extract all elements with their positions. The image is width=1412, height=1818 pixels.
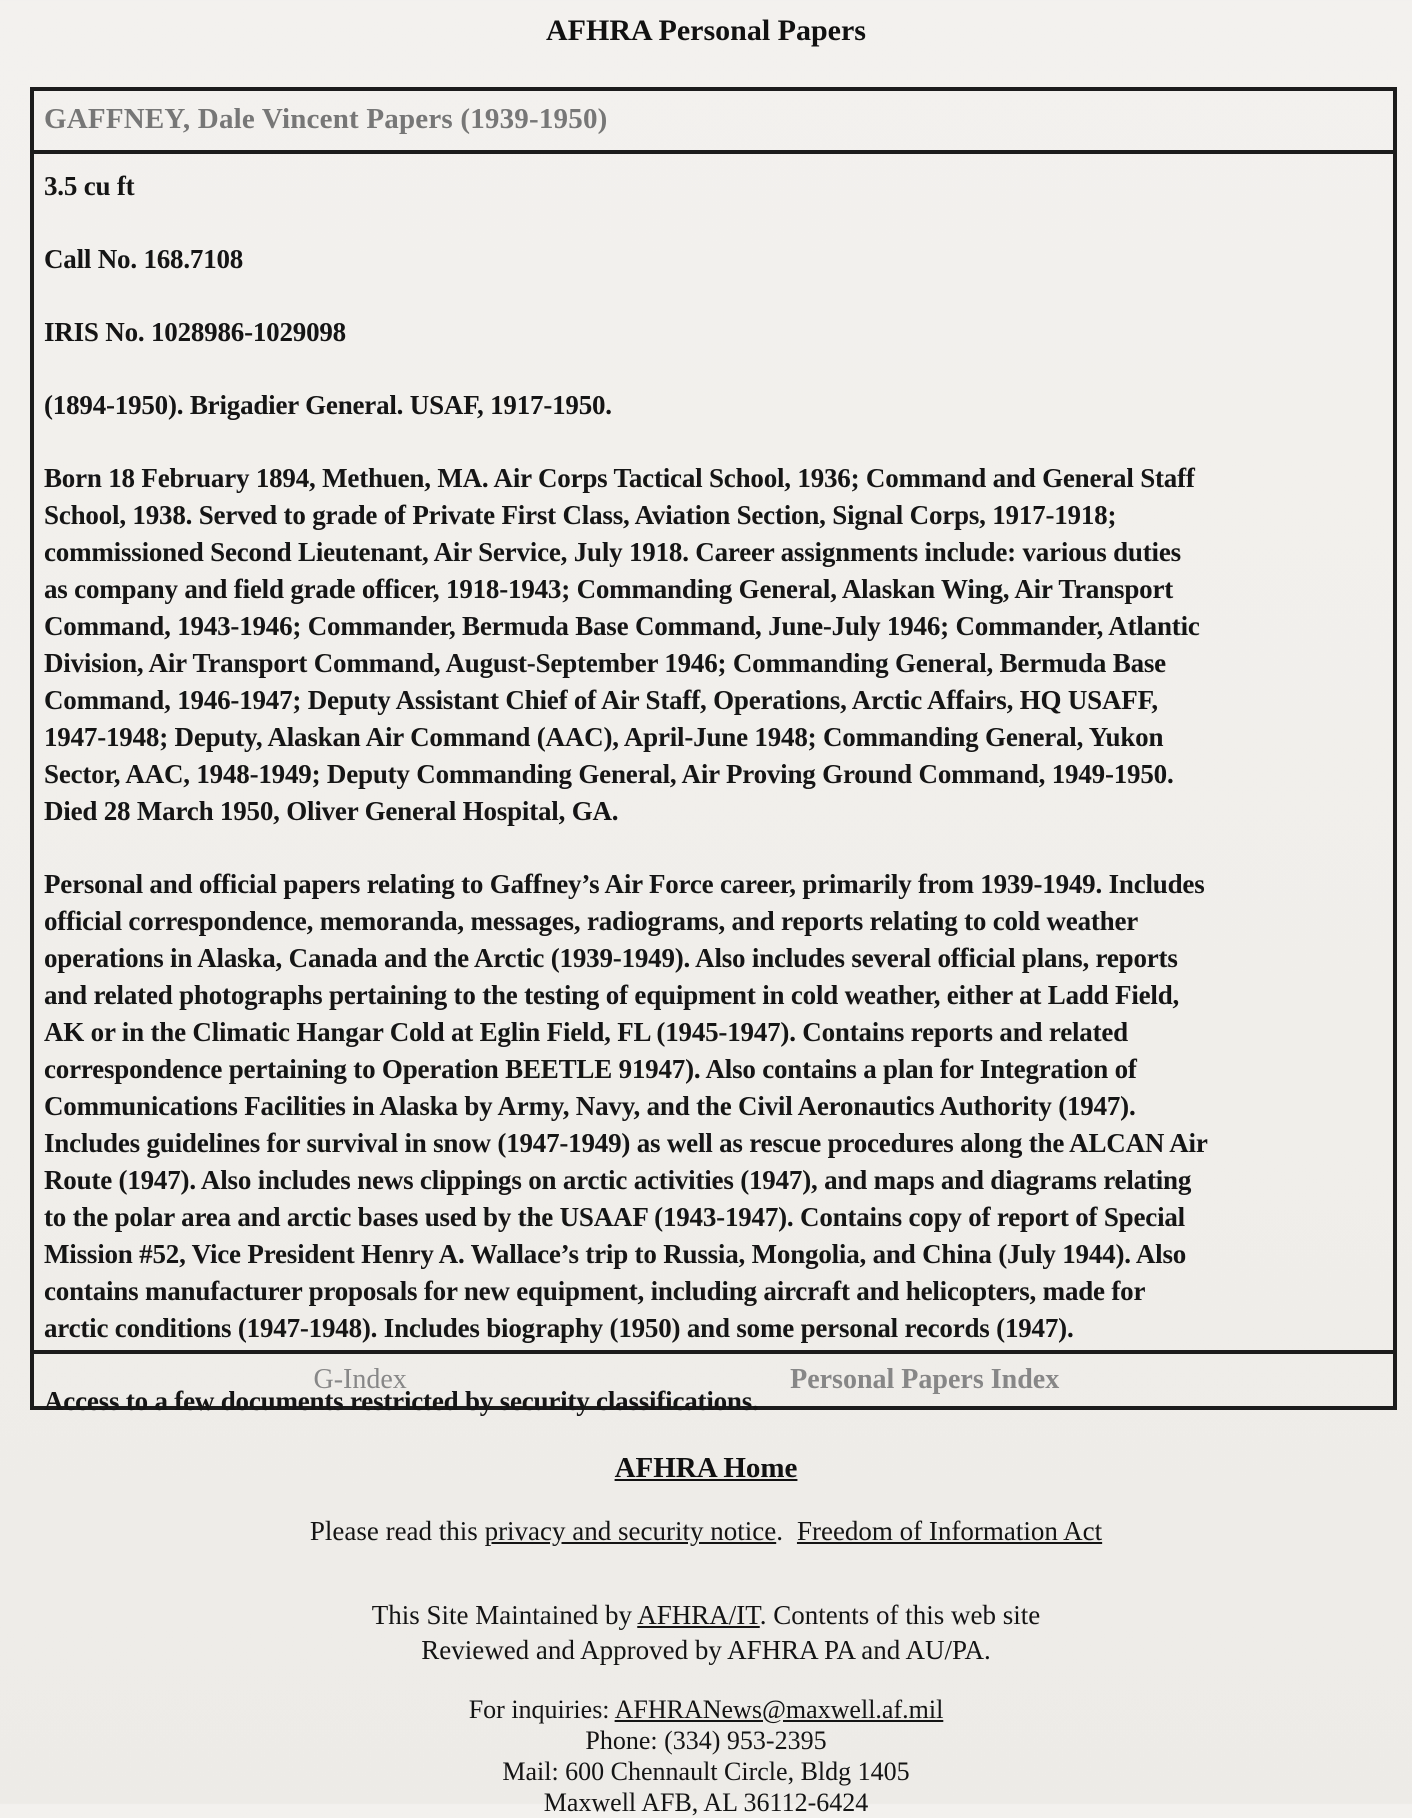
- maintained-prefix-text: This Site Maintained by: [371, 1600, 638, 1630]
- mail-line: Mail: 600 Chennault Circle, Bldg 1405: [502, 1757, 910, 1786]
- phone-line: Phone: (334) 953-2395: [585, 1726, 827, 1755]
- afhra-it-link[interactable]: AFHRA/IT: [637, 1600, 760, 1630]
- record-body: [34, 168, 1393, 1420]
- privacy-notice-link[interactable]: privacy and security notice: [484, 1516, 777, 1546]
- maintained-block: [0, 1598, 1412, 1668]
- inquiries-prefix-text: For inquiries:: [468, 1695, 615, 1724]
- personal-papers-index-link[interactable]: Personal Papers Index: [790, 1364, 1060, 1395]
- inquiries-line: [0, 1694, 1412, 1725]
- collection-size: 3.5 cu ft: [44, 171, 135, 201]
- address-line: Maxwell AFB, AL 36112-6424: [543, 1788, 869, 1817]
- biography-paragraph: Born 18 February 1894, Methuen, MA. Air Corps Tactical School, 1936; Command and General Staff School, 1938. Served to grade of Private First Class, Aviation Section, Signal Corps, 1917-1918; commissioned Second Lieutenant, Air Service, July 1918. Career assignments include: various duties as company and field grade officer, 1918-1943; Commanding General, Alaskan Wing, Air Transport Command, 1943-1946; Commander, Bermuda Base Command, June-July 1946; Commander, Atlantic Division, Air Transport Command, August-September 1946; Commanding General, Bermuda Base Command, 1946-1947; Deputy Assistant Chief of Air Staff, Operations, Arctic Affairs, HQ USAFF, 1947-1948; Deputy, Alaskan Air Command (AAC), April-June 1948; Commanding General, Yukon Sector, AAC, 1948-1949; Deputy Commanding General, Air Proving Ground Command, 1949-1950. Died 28 March 1950, Oliver General Hospital, GA.: [44, 463, 1200, 826]
- contact-block: [0, 1694, 1412, 1818]
- record-footer: [34, 1350, 1393, 1406]
- call-number: Call No. 168.7108: [44, 244, 244, 274]
- notice-prefix-text: Please read this: [309, 1516, 485, 1546]
- email-link[interactable]: AFHRANews@maxwell.af.mil: [614, 1695, 944, 1724]
- afhra-home-link[interactable]: AFHRA Home: [614, 1452, 798, 1484]
- description-paragraph: Personal and official papers relating to Gaffney’s Air Force career, primarily from 1939-1949. Includes official correspondence, memoranda, messages, radiograms, and reports relating to cold weather operations in Alaska, Canada and the Arctic (1939-1949). Also includes several official plans, reports and related photographs pertaining to the testing of equipment in cold weather, either at Ladd Field, AK or in the Climatic Hangar Cold at Eglin Field, FL (1945-1947). Contains reports and related correspondence pertaining to Operation BEETLE 91947). Also contains a plan for Integration of Communications Facilities in Alaska by Army, Navy, and the Civil Aeronautics Authority (1947). Includes guidelines for survival in snow (1947-1949) as well as rescue procedures along the ALCAN Air Route (1947). Also includes news clippings on arctic activities (1947), and maps and diagrams relating to the polar area and arctic bases used by the USAAF (1943-1947). Contains copy of report of Special Mission #52, Vice President Henry A. Wallace’s trip to Russia, Mongolia, and China (July 1944). Also contains manufacturer proposals for new equipment, including aircraft and helicopters, made for arctic conditions (1947-1948). Includes biography (1950) and some personal records (1947).: [44, 869, 1208, 1343]
- notice-line: [0, 1516, 1412, 1547]
- iris-number: IRIS No. 1028986-1029098: [44, 317, 346, 347]
- page-title: AFHRA Personal Papers: [546, 14, 866, 47]
- maintained-line: [0, 1598, 1412, 1633]
- access-note: Access to a few documents restricted by security classifications.: [44, 1386, 759, 1416]
- foia-link[interactable]: Freedom of Information Act: [796, 1516, 1103, 1546]
- home-link-row: [0, 1452, 1412, 1485]
- record-box: [30, 87, 1397, 1416]
- approved-line: Reviewed and Approved by AFHRA PA and AU/PA.: [421, 1635, 991, 1665]
- record-header: GAFFNEY, Dale Vincent Papers (1939-1950): [34, 91, 1393, 154]
- g-index-link[interactable]: G-Index: [313, 1364, 407, 1395]
- summary-line: (1894-1950). Brigadier General. USAF, 1917-1950.: [44, 390, 612, 420]
- notice-period-text: .: [776, 1516, 783, 1546]
- maintained-suffix-text: . Contents of this web site: [759, 1600, 1041, 1630]
